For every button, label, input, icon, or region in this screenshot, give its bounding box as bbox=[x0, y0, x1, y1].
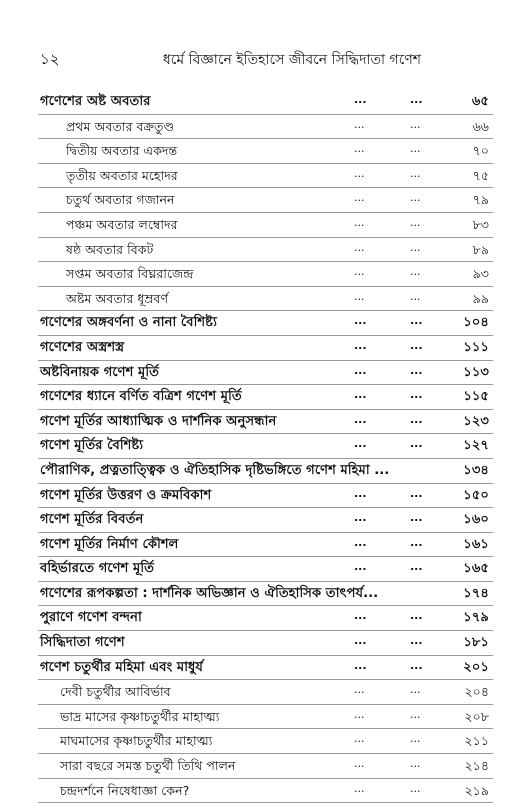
toc-leader: ... bbox=[354, 609, 367, 623]
toc-page-number: ১৮১ bbox=[463, 635, 489, 651]
toc-leader: ... bbox=[410, 757, 421, 771]
toc-entry bbox=[38, 336, 493, 361]
toc-page-number: ২০৮ bbox=[464, 708, 489, 724]
page-header bbox=[40, 48, 492, 72]
toc-leader: ... bbox=[410, 535, 423, 549]
toc-entry bbox=[38, 139, 493, 164]
toc-leader: ... bbox=[354, 658, 367, 672]
toc-entry-title: গণেশ মূর্তির বৈশিষ্ট্য bbox=[40, 438, 144, 454]
toc-page-number: ২১৯ bbox=[464, 782, 489, 798]
toc-page-number: ৯৯ bbox=[472, 290, 489, 306]
toc-leader: ... bbox=[354, 240, 365, 254]
toc-entry-title: প্রথম অবতার বক্রতুণ্ড bbox=[66, 118, 175, 134]
toc-leader: ... bbox=[354, 289, 365, 303]
toc-leader: ... bbox=[354, 511, 367, 525]
toc-page-number: ২১১ bbox=[464, 733, 489, 749]
toc-entry bbox=[38, 213, 493, 238]
toc-leader: ... bbox=[354, 412, 367, 426]
toc-entry-title: পুরাণে গণেশ বন্দনা bbox=[40, 610, 142, 626]
toc-entry bbox=[38, 238, 493, 263]
toc-entry bbox=[38, 410, 493, 435]
toc-leader: ... bbox=[354, 388, 367, 402]
toc-entry bbox=[38, 729, 493, 754]
toc-page-number: ৯৩ bbox=[472, 266, 489, 282]
toc-entry-title: অষ্টম অবতার ধূম্রবর্ণ bbox=[66, 290, 169, 306]
toc-leader: ... bbox=[354, 707, 365, 721]
toc-leader: ... bbox=[410, 388, 423, 402]
toc-leader: ... bbox=[410, 707, 421, 721]
toc-entry-title: মাঘমাসের কৃষ্ণাচতুর্থীর মাহাত্ম্য bbox=[60, 733, 213, 749]
toc-entry-title: গণেশের অঙ্গবর্ণনা ও নানা বৈশিষ্ট্য bbox=[40, 315, 217, 331]
toc-leader: ... bbox=[354, 166, 365, 180]
toc-leader: ... bbox=[410, 511, 423, 525]
toc-leader: ... bbox=[354, 757, 365, 771]
toc-entry-title: গণেশ মূর্তির বিবর্তন bbox=[40, 512, 144, 528]
toc-leader: ... bbox=[410, 658, 423, 672]
toc-entry-title: চতুর্থ অবতার গজানন bbox=[66, 192, 175, 208]
toc-entry bbox=[38, 582, 493, 607]
toc-leader: ... bbox=[410, 191, 421, 205]
toc-leader: ... bbox=[410, 683, 421, 697]
toc-page-number: ৮৩ bbox=[472, 216, 489, 232]
toc-page-number: ১৬৫ bbox=[463, 561, 489, 577]
toc-entry bbox=[38, 287, 493, 312]
toc-leader: ... bbox=[354, 781, 365, 795]
toc-leader: ... bbox=[410, 338, 423, 352]
toc-entry bbox=[38, 90, 493, 115]
toc-entry-title: গণেশ মূর্তির উত্তরণ ও ক্রমবিকাশ bbox=[40, 487, 212, 503]
toc-entry-title: সিদ্ধিদাতা গণেশ bbox=[40, 635, 125, 651]
toc-page-number: ২০১ bbox=[463, 659, 489, 675]
toc-leader: ... bbox=[410, 93, 423, 106]
toc-page-number: ৭৫ bbox=[472, 167, 489, 183]
toc-leader: ... bbox=[410, 609, 423, 623]
toc-entry-title: অষ্টবিনায়ক গণেশ মূর্তি bbox=[40, 364, 160, 380]
toc-leader: ... bbox=[354, 117, 365, 131]
toc-leader: ... bbox=[410, 486, 423, 500]
toc-page-number: ১১৫ bbox=[463, 389, 489, 405]
toc-page-number: ১৭৯ bbox=[463, 610, 489, 626]
toc-leader: ... bbox=[410, 363, 423, 377]
toc-page-number: ২০৪ bbox=[464, 684, 489, 700]
toc-leader: ... bbox=[410, 412, 423, 426]
toc-page-number: ১৩৪ bbox=[463, 462, 489, 478]
toc-leader: ... bbox=[354, 363, 367, 377]
toc-entry-title: ভাদ্র মাসের কৃষ্ণাচতুর্থীর মাহাত্ম্য bbox=[60, 708, 220, 724]
toc-entry-title: চন্দ্রদর্শনে নিষেধাজ্ঞা কেন? bbox=[60, 782, 190, 798]
toc-entry-title: দেবী চতুর্থীর আবির্ভাব bbox=[60, 684, 171, 700]
toc-page-number: ১৬১ bbox=[463, 536, 489, 552]
toc-leader: ... bbox=[410, 117, 421, 131]
toc-entry-title: গণেশ চতুর্থীর মহিমা এবং মাধুর্য bbox=[40, 659, 204, 675]
toc-entry bbox=[38, 311, 493, 336]
toc-entry-title: পৌরাণিক, প্রত্নতাত্ত্বিক ও ঐতিহাসিক দৃষ্টিভঙ্গিতে গণেশ মহিমা ... bbox=[40, 462, 390, 478]
toc-leader: ... bbox=[354, 683, 365, 697]
toc-page-number: ৬৬ bbox=[472, 118, 489, 134]
toc-leader: ... bbox=[354, 191, 365, 205]
toc-entry bbox=[38, 631, 493, 656]
toc-entry-title: তৃতীয় অবতার মহোদর bbox=[66, 167, 178, 183]
toc-page-number: ৭০ bbox=[472, 143, 489, 159]
toc-entry bbox=[38, 705, 493, 730]
toc-leader: ... bbox=[410, 215, 421, 229]
toc-entry-title: সপ্তম অবতার বিঘ্নরাজেন্দ্র bbox=[66, 266, 194, 282]
toc-page-number: ৬৫ bbox=[471, 94, 489, 109]
table-of-contents bbox=[38, 90, 493, 803]
toc-entry-title: গণেশের ধ্যানে বর্ণিত বত্রিশ গণেশ মূর্তি bbox=[40, 389, 242, 405]
toc-entry bbox=[38, 385, 493, 410]
toc-page-number: ১৭৪ bbox=[463, 585, 489, 601]
toc-leader: ... bbox=[410, 314, 423, 328]
toc-leader: ... bbox=[410, 560, 423, 574]
toc-leader: ... bbox=[410, 240, 421, 254]
toc-leader: ... bbox=[354, 314, 367, 328]
toc-leader: ... bbox=[410, 289, 421, 303]
toc-leader: ... bbox=[354, 215, 365, 229]
toc-leader: ... bbox=[354, 560, 367, 574]
toc-entry bbox=[38, 434, 493, 459]
toc-leader: ... bbox=[354, 93, 367, 106]
toc-entry bbox=[38, 754, 493, 779]
page-number: ১২ bbox=[40, 50, 60, 68]
toc-leader: ... bbox=[354, 142, 365, 156]
toc-entry bbox=[38, 533, 493, 558]
toc-entry-title: গণেশের অস্ত্রশস্ত্র bbox=[40, 339, 125, 355]
toc-entry bbox=[38, 361, 493, 386]
toc-entry bbox=[38, 262, 493, 287]
toc-page-number: ১০৪ bbox=[463, 315, 489, 331]
toc-entry bbox=[38, 680, 493, 705]
running-title: ধর্মে বিজ্ঞানে ইতিহাসে জীবনে সিদ্ধিদাতা গণেশ bbox=[162, 52, 422, 68]
toc-entry bbox=[38, 557, 493, 582]
toc-entry bbox=[38, 164, 493, 189]
toc-entry bbox=[38, 656, 493, 681]
toc-page-number: ১১৩ bbox=[463, 364, 489, 380]
toc-leader: ... bbox=[410, 437, 423, 451]
toc-entry bbox=[38, 779, 493, 803]
toc-entry bbox=[38, 115, 493, 140]
toc-entry-title: বহির্ভারতে গণেশ মূর্তি bbox=[40, 561, 155, 577]
toc-leader: ... bbox=[410, 166, 421, 180]
toc-entry bbox=[38, 188, 493, 213]
toc-leader: ... bbox=[354, 437, 367, 451]
toc-entry-title: গণেশের রূপকল্পতা : দার্শনিক অভিজ্ঞান ও ঐতিহাসিক তাৎপর্য... bbox=[40, 585, 379, 601]
toc-entry-title: সারা বছরে সমস্ত চতুর্থী তিথি পালন bbox=[60, 758, 236, 774]
toc-entry bbox=[38, 606, 493, 631]
toc-entry-title: ষষ্ঠ অবতার বিকট bbox=[66, 241, 154, 257]
toc-entry-title: দ্বিতীয় অবতার একদন্ত bbox=[66, 143, 178, 159]
toc-leader: ... bbox=[354, 634, 367, 648]
toc-leader: ... bbox=[354, 535, 367, 549]
toc-page-number: ১৬০ bbox=[463, 512, 489, 528]
toc-leader: ... bbox=[410, 732, 421, 746]
toc-entry bbox=[38, 508, 493, 533]
toc-leader: ... bbox=[354, 265, 365, 279]
toc-entry-title: পঞ্চম অবতার লম্বোদর bbox=[66, 216, 178, 232]
toc-page-number: ১২৩ bbox=[463, 413, 489, 429]
toc-page-number: ১২৭ bbox=[463, 438, 489, 454]
toc-entry bbox=[38, 484, 493, 509]
toc-leader: ... bbox=[410, 781, 421, 795]
toc-entry-title: গণেশের অষ্ট অবতার bbox=[40, 94, 151, 109]
toc-leader: ... bbox=[354, 486, 367, 500]
toc-leader: ... bbox=[354, 338, 367, 352]
toc-page-number: ৮৯ bbox=[472, 241, 489, 257]
toc-leader: ... bbox=[354, 732, 365, 746]
toc-leader: ... bbox=[410, 634, 423, 648]
toc-leader: ... bbox=[410, 265, 421, 279]
toc-entry-title: গণেশ মূর্তির আধ্যাত্মিক ও দার্শনিক অনুসন্ধান bbox=[40, 413, 277, 429]
toc-page-number: ১৫০ bbox=[463, 487, 489, 503]
toc-page-number: ২১৪ bbox=[464, 758, 489, 774]
toc-entry-title: গণেশ মূর্তির নির্মাণ কৌশল bbox=[40, 536, 179, 552]
toc-page-number: ৭৯ bbox=[472, 192, 489, 208]
toc-page-number: ১১১ bbox=[463, 339, 489, 355]
toc-entry bbox=[38, 459, 493, 484]
toc-leader: ... bbox=[410, 142, 421, 156]
